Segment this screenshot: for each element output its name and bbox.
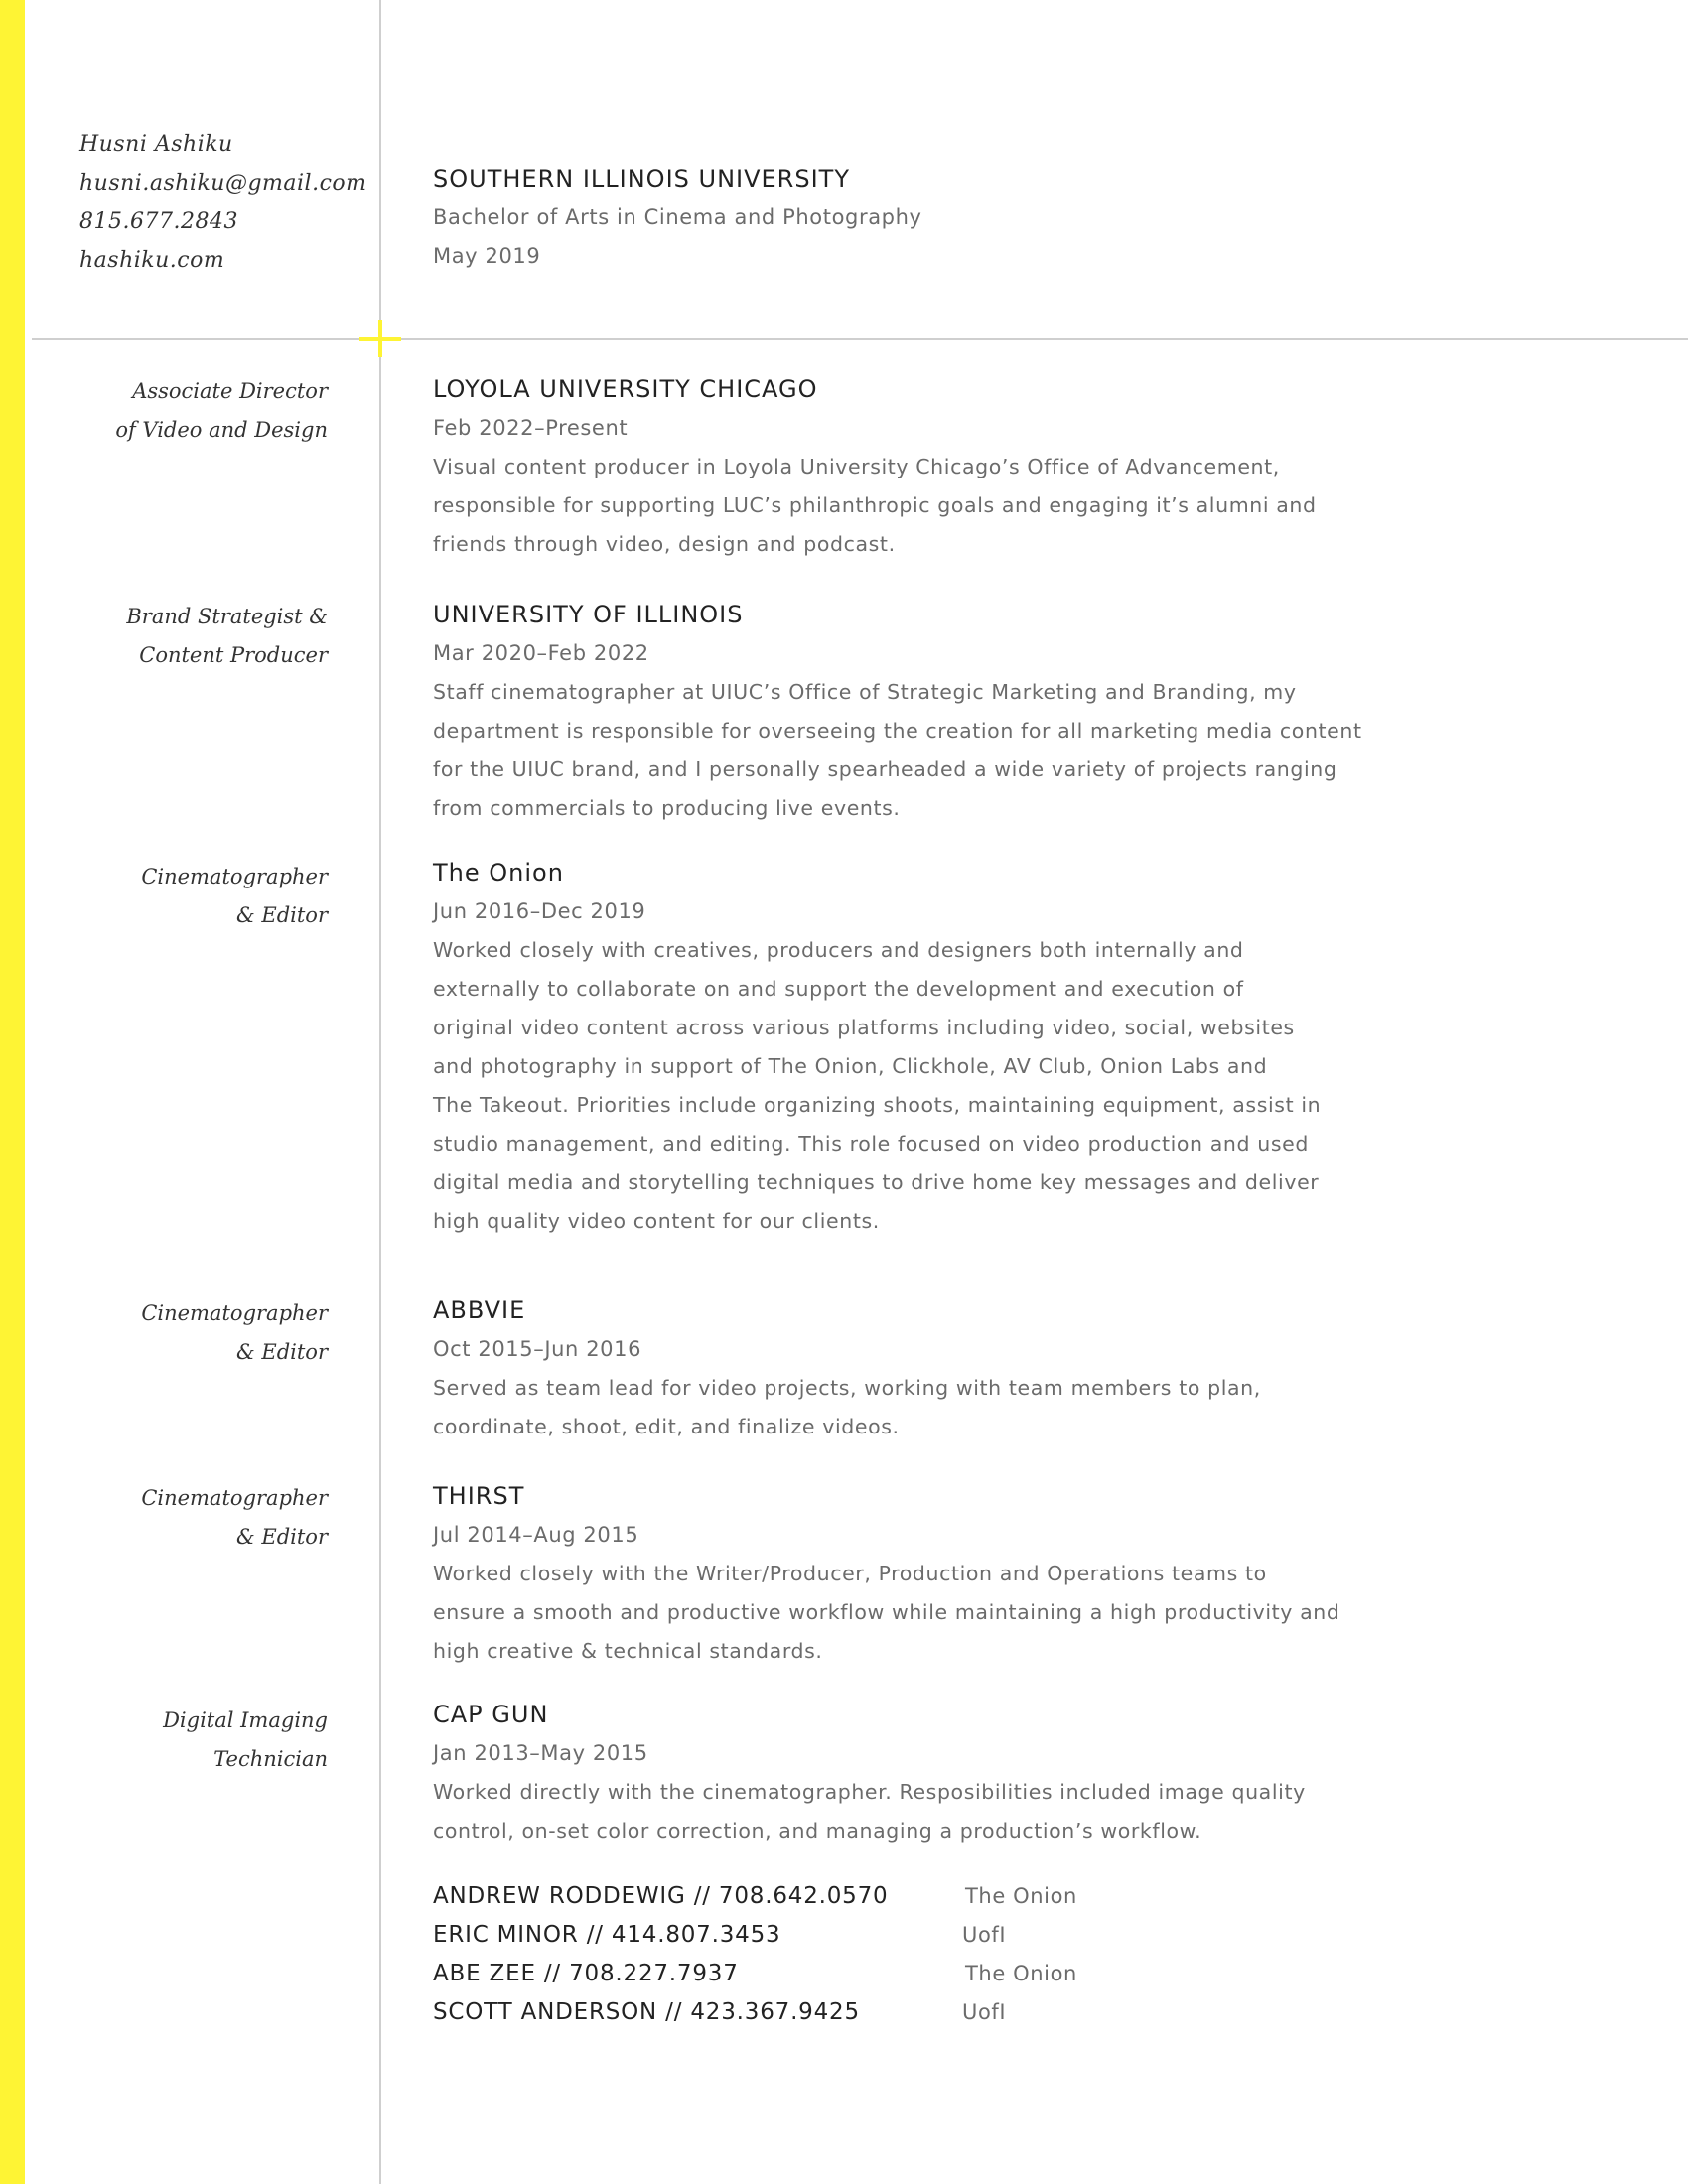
education-degree: Bachelor of Arts in Cinema and Photography [433, 205, 922, 229]
description-line: studio management, and editing. This role focused on video production and used [433, 1132, 1309, 1156]
job-title-line: Cinematographer [141, 865, 328, 888]
description-line: for the UIUC brand, and I personally spearheaded a wide variety of projects ranging [433, 757, 1337, 781]
description-line: original video content across various platforms including video, social, websites [433, 1016, 1295, 1039]
contact-name: Husni Ashiku [79, 132, 233, 157]
education-school: SOUTHERN ILLINOIS UNIVERSITY [433, 165, 850, 193]
description-line: The Takeout. Priorities include organizing shoots, maintaining equipment, assist in [433, 1093, 1322, 1117]
reference-organization: UofI [962, 1923, 1007, 1947]
reference-organization: UofI [962, 2000, 1007, 2024]
description-line: department is responsible for overseeing the creation for all marketing media content [433, 719, 1362, 743]
contact-block [79, 125, 367, 280]
description-line: coordinate, shoot, edit, and finalize videos. [433, 1415, 900, 1438]
contact-email[interactable]: husni.ashiku@gmail.com [79, 171, 367, 196]
job-description [433, 1555, 1376, 1671]
description-line: Visual content producer in Loyola University Chicago’s Office of Advancement, [433, 455, 1280, 478]
reference-row [433, 1916, 1327, 1955]
job-title [30, 1702, 328, 1779]
description-line: friends through video, design and podcast. [433, 532, 896, 556]
job-description [433, 931, 1376, 1241]
reference-name-phone: ABE ZEE // 708.227.7937 [433, 1961, 739, 1986]
experience-entry [433, 370, 1376, 564]
yellow-accent-bar [0, 0, 25, 2184]
employer-name: UNIVERSITY OF ILLINOIS [433, 601, 744, 628]
job-title [30, 598, 328, 675]
description-line: Worked closely with creatives, producers and designers both internally and [433, 938, 1244, 962]
employment-dates: Jan 2013–May 2015 [433, 1741, 648, 1765]
job-title-line: Brand Strategist & [126, 605, 328, 628]
reference-organization: The Onion [965, 1962, 1077, 1985]
reference-name-phone: SCOTT ANDERSON // 423.367.9425 [433, 1999, 860, 2025]
job-title-line: Content Producer [139, 643, 328, 667]
job-title [30, 858, 328, 935]
reference-name-phone: ANDREW RODDEWIG // 708.642.0570 [433, 1883, 889, 1909]
job-title-line: Associate Director [132, 379, 328, 403]
description-line: responsible for supporting LUC’s philanthropic goals and engaging it’s alumni and [433, 493, 1317, 517]
job-title-line: Cinematographer [141, 1486, 328, 1510]
job-description [433, 1369, 1376, 1446]
employer-name: The Onion [433, 859, 564, 887]
employer-name: ABBVIE [433, 1297, 526, 1324]
job-title [30, 1479, 328, 1557]
description-line: high creative & technical standards. [433, 1639, 823, 1663]
reference-row [433, 1993, 1327, 2032]
employment-dates: Feb 2022–Present [433, 416, 629, 440]
education-date: May 2019 [433, 244, 541, 268]
description-line: and photography in support of The Onion, Clickhole, AV Club, Onion Labs and [433, 1054, 1268, 1078]
job-title [30, 1295, 328, 1372]
employment-dates: Jul 2014–Aug 2015 [433, 1523, 639, 1547]
job-description [433, 673, 1376, 828]
horizontal-divider [32, 338, 1688, 340]
description-line: digital media and storytelling techniques to drive home key messages and deliver [433, 1170, 1320, 1194]
employment-dates: Jun 2016–Dec 2019 [433, 899, 646, 923]
experience-entry [433, 596, 1376, 828]
description-line: Worked directly with the cinematographer. Resposibilities included image quality [433, 1780, 1306, 1804]
job-title-line: & Editor [236, 1340, 328, 1364]
plus-mark-icon-vertical [378, 320, 382, 357]
reference-row [433, 1955, 1327, 1993]
contact-phone[interactable]: 815.677.2843 [79, 209, 238, 234]
job-title-line: & Editor [236, 1525, 328, 1549]
employer-name: THIRST [433, 1482, 525, 1510]
employer-name: LOYOLA UNIVERSITY CHICAGO [433, 375, 818, 403]
contact-website[interactable]: hashiku.com [79, 248, 225, 273]
reference-organization: The Onion [965, 1884, 1077, 1908]
experience-entry [433, 1477, 1376, 1671]
employment-dates: Oct 2015–Jun 2016 [433, 1337, 642, 1361]
education-entry [433, 160, 1376, 276]
job-title-line: Technician [213, 1747, 328, 1771]
reference-name-phone: ERIC MINOR // 414.807.3453 [433, 1922, 781, 1948]
description-line: Served as team lead for video projects, working with team members to plan, [433, 1376, 1261, 1400]
reference-row [433, 1877, 1327, 1916]
experience-entry [433, 1292, 1376, 1446]
job-title-line: of Video and Design [115, 418, 328, 442]
description-line: Worked closely with the Writer/Producer, Production and Operations teams to [433, 1562, 1267, 1585]
employer-name: CAP GUN [433, 1701, 549, 1728]
job-title [30, 372, 328, 450]
description-line: Staff cinematographer at UIUC’s Office of Strategic Marketing and Branding, my [433, 680, 1297, 704]
description-line: externally to collaborate on and support the development and execution of [433, 977, 1244, 1001]
references-list [433, 1877, 1327, 2032]
description-line: control, on-set color correction, and managing a production’s workflow. [433, 1819, 1202, 1843]
description-line: ensure a smooth and productive workflow while maintaining a high productivity and [433, 1600, 1340, 1624]
job-description [433, 1773, 1376, 1850]
description-line: high quality video content for our clients. [433, 1209, 880, 1233]
experience-entry [433, 1696, 1376, 1850]
employment-dates: Mar 2020–Feb 2022 [433, 641, 649, 665]
job-title-line: & Editor [236, 903, 328, 927]
experience-entry [433, 854, 1376, 1241]
description-line: from commercials to producing live events. [433, 796, 901, 820]
job-description [433, 448, 1376, 564]
job-title-line: Cinematographer [141, 1301, 328, 1325]
job-title-line: Digital Imaging [163, 1708, 328, 1732]
